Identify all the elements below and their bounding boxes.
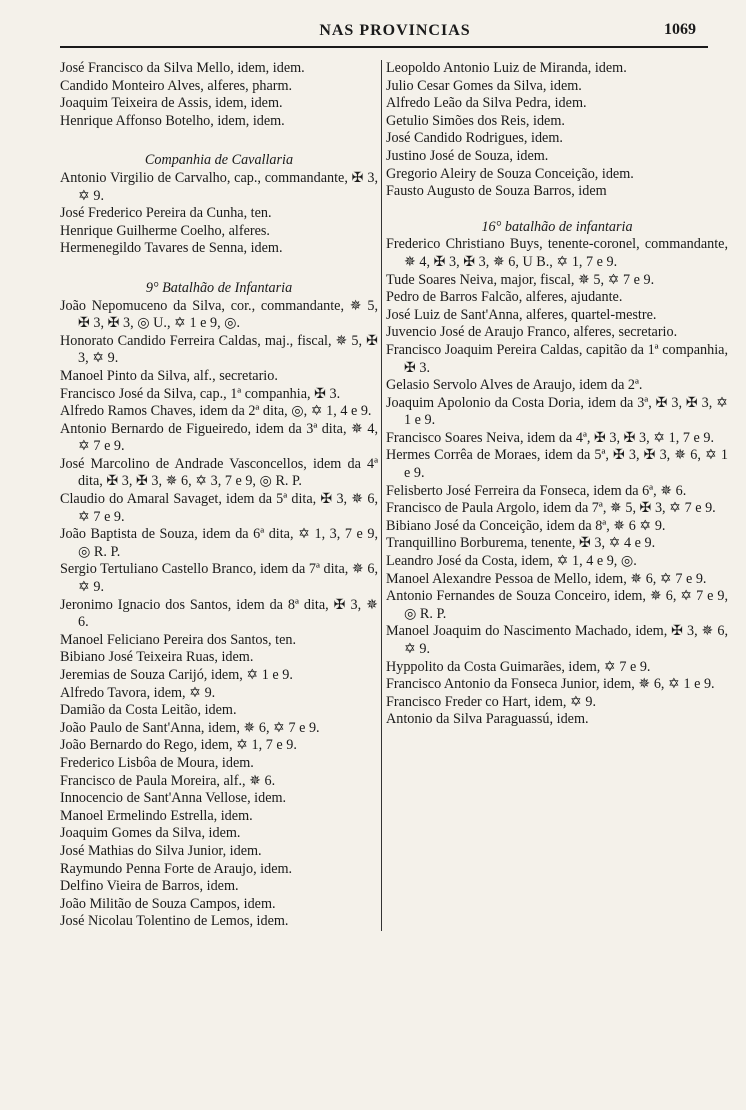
left-column <box>60 60 382 931</box>
roster-entry: Raymundo Penna Forte de Araujo, idem. <box>60 860 293 877</box>
roster-entry: Leandro José da Costa, idem, ✡ 1, 4 e 9, ◎. <box>386 553 637 570</box>
section-heading-9th-battalion: 9° Batalhão de Infantaria <box>145 279 293 296</box>
roster-entry: Tude Soares Neiva, major, fiscal, ✵ 5, ✡ 7 e 9. <box>386 271 655 288</box>
roster-entry: Manoel Pinto da Silva, alf., secretario. <box>60 367 278 384</box>
roster-entry: Francisco Antonio da Fonseca Junior, idem, ✵ 6, ✡ 1 e 9. <box>386 676 715 693</box>
roster-entry: Antonio da Silva Paraguassú, idem. <box>386 711 589 728</box>
roster-entry: Alfredo Tavora, idem, ✡ 9. <box>60 684 216 701</box>
roster-entry: Innocencio de Sant'Anna Vellose, idem. <box>60 790 287 807</box>
roster-entry: José Mathias do Silva Junior, idem. <box>60 842 262 859</box>
roster-entry: Frederico Christiano Buys, tenente-coronel, commandante, ✵ 4, ✠ 3, ✠ 3, ✵ 6, U B., ✡ 1, 7 e 9. <box>386 236 728 270</box>
roster-entry: Felisberto José Ferreira da Fonseca, idem da 6ª, ✵ 6. <box>386 482 687 499</box>
roster-entry: Claudio do Amaral Savaget, idem da 5ª dita, ✠ 3, ✵ 6, ✡ 7 e 9. <box>60 491 378 525</box>
roster-entry: Francisco José da Silva, cap., 1ª companhia, ✠ 3. <box>60 385 341 402</box>
roster-entry: Antonio Virgilio de Carvalho, cap., commandante, ✠ 3, ✡ 9. <box>60 169 378 204</box>
roster-entry: Jeremias de Souza Carijó, idem, ✡ 1 e 9. <box>60 667 293 683</box>
roster-entry: Julio Cesar Gomes da Silva, idem. <box>386 77 582 94</box>
roster-entry: Bibiano José Teixeira Ruas, idem. <box>60 649 254 666</box>
roster-entry: Francisco de Paula Argolo, idem da 7ª, ✵ 5, ✠ 3, ✡ 7 e 9. <box>386 500 716 517</box>
right-column <box>382 60 728 931</box>
roster-entry: Francisco Soares Neiva, idem da 4ª, ✠ 3, ✠ 3, ✡ 1, 7 e 9. <box>386 429 714 446</box>
page-header <box>60 0 730 46</box>
roster-entry: Francisco de Paula Moreira, alf., ✵ 6. <box>60 772 276 789</box>
roster-entry: Antonio Bernardo de Figueiredo, idem da 3ª dita, ✵ 4, ✡ 7 e 9. <box>60 420 378 455</box>
header-rule <box>60 46 708 48</box>
right-group-1 <box>386 60 728 201</box>
roster-entry: José Candido Rodrigues, idem. <box>386 130 563 147</box>
roster-entry: João Paulo de Sant'Anna, idem, ✵ 6, ✡ 7 e 9. <box>60 719 320 736</box>
roster-entry: Antonio Fernandes de Souza Conceiro, idem, ✵ 6, ✡ 7 e 9, ◎ R. P. <box>386 588 728 622</box>
roster-entry: Joaquim Gomes da Silva, idem. <box>60 825 241 842</box>
roster-entry: Tranquillino Borburema, tenente, ✠ 3, ✡ 4 e 9. <box>386 535 656 552</box>
roster-entry: Leopoldo Antonio Luiz de Miranda, idem. <box>386 60 627 76</box>
roster-entry: Manoel Ermelindo Estrella, idem. <box>60 807 253 824</box>
roster-entry: Alfredo Ramos Chaves, idem da 2ª dita, ◎, ✡ 1, 4 e 9. <box>60 403 372 420</box>
roster-entry: Candido Monteiro Alves, alferes, pharm. <box>60 77 293 94</box>
left-group-1 <box>60 60 378 130</box>
left-group-2 <box>60 170 378 258</box>
roster-entry: Justino José de Souza, idem. <box>386 147 549 164</box>
roster-entry: Frederico Lisbôa de Moura, idem. <box>60 754 254 771</box>
roster-entry: Henrique Guilherme Coelho, alferes. <box>60 222 270 239</box>
roster-entry: Francisco Joaquim Pereira Caldas, capitão da 1ª companhia, ✠ 3. <box>386 341 728 376</box>
roster-entry: Hermenegildo Tavares de Senna, idem. <box>60 240 283 257</box>
roster-entry: Gelasio Servolo Alves de Araujo, idem da 2ª. <box>386 377 643 394</box>
roster-entry: Alfredo Leão da Silva Pedra, idem. <box>386 95 587 112</box>
roster-entry: Francisco Freder co Hart, idem, ✡ 9. <box>386 693 597 710</box>
roster-entry: Getulio Simões dos Reis, idem. <box>386 112 565 129</box>
left-group-3 <box>60 298 378 931</box>
roster-entry: José Francisco da Silva Mello, idem, idem. <box>60 60 305 76</box>
roster-entry: Henrique Affonso Botelho, idem, idem. <box>60 112 285 129</box>
roster-entry: Jeronimo Ignacio dos Santos, idem da 8ª dita, ✠ 3, ✵ 6. <box>60 596 378 631</box>
roster-entry: Honorato Candido Ferreira Caldas, maj., fiscal, ✵ 5, ✠ 3, ✡ 9. <box>60 332 378 367</box>
roster-entry: João Bernardo do Rego, idem, ✡ 1, 7 e 9. <box>60 737 297 754</box>
roster-entry: Juvencio José de Araujo Franco, alferes, secretario. <box>386 324 678 341</box>
two-column-body <box>60 60 730 931</box>
roster-entry: Joaquim Teixeira de Assis, idem, idem. <box>60 95 283 112</box>
roster-entry: Sergio Tertuliano Castello Branco, idem da 7ª dita, ✵ 6, ✡ 9. <box>60 561 378 596</box>
roster-entry: José Marcolino de Andrade Vasconcellos, idem da 4ª dita, ✠ 3, ✠ 3, ✵ 6, ✡ 3, 7 e 9, ◎ R. P. <box>60 455 378 490</box>
roster-entry: José Nicolau Tolentino de Lemos, idem. <box>60 913 289 930</box>
running-title: NAS PROVINCIAS <box>319 22 471 39</box>
roster-entry: Manoel Joaquim do Nascimento Machado, idem, ✠ 3, ✵ 6, ✡ 9. <box>386 623 728 657</box>
roster-entry: Manoel Alexandre Pessoa de Mello, idem, ✵ 6, ✡ 7 e 9. <box>386 570 707 587</box>
roster-entry: Pedro de Barros Falcão, alferes, ajudante. <box>386 289 623 306</box>
page-number: 1069 <box>664 21 696 38</box>
roster-entry: Delfino Vieira de Barros, idem. <box>60 878 239 895</box>
roster-entry: Joaquim Apolonio da Costa Doria, idem da 3ª, ✠ 3, ✠ 3, ✡ 1 e 9. <box>386 394 728 429</box>
roster-entry: Hermes Corrêa de Moraes, idem da 5ª, ✠ 3, ✠ 3, ✵ 6, ✡ 1 e 9. <box>386 447 728 482</box>
roster-entry: João Nepomuceno da Silva, cor., commandante, ✵ 5, ✠ 3, ✠ 3, ◎ U., ✡ 1 e 9, ◎. <box>60 297 378 332</box>
roster-entry: José Luiz de Sant'Anna, alferes, quartel-mestre. <box>386 306 657 323</box>
roster-entry: Bibiano José da Conceição, idem da 8ª, ✵ 6 ✡ 9. <box>386 517 666 534</box>
right-group-2 <box>386 236 728 729</box>
section-heading-16th-battalion: 16° batalhão de infantaria <box>481 218 633 235</box>
roster-entry: Hyppolito da Costa Guimarães, idem, ✡ 7 e 9. <box>386 658 651 675</box>
roster-entry: Damião da Costa Leitão, idem. <box>60 702 237 719</box>
roster-entry: João Baptista de Souza, idem da 6ª dita, ✡ 1, 3, 7 e 9, ◎ R. P. <box>60 526 378 560</box>
roster-entry: Manoel Feliciano Pereira dos Santos, ten. <box>60 631 297 648</box>
roster-entry: Fausto Augusto de Souza Barros, idem <box>386 183 607 200</box>
roster-entry: João Militão de Souza Campos, idem. <box>60 895 276 912</box>
roster-entry: Gregorio Aleiry de Souza Conceição, idem. <box>386 165 634 182</box>
roster-entry: José Frederico Pereira da Cunha, ten. <box>60 205 272 222</box>
section-heading-cavalry: Companhia de Cavallaria <box>144 152 294 169</box>
